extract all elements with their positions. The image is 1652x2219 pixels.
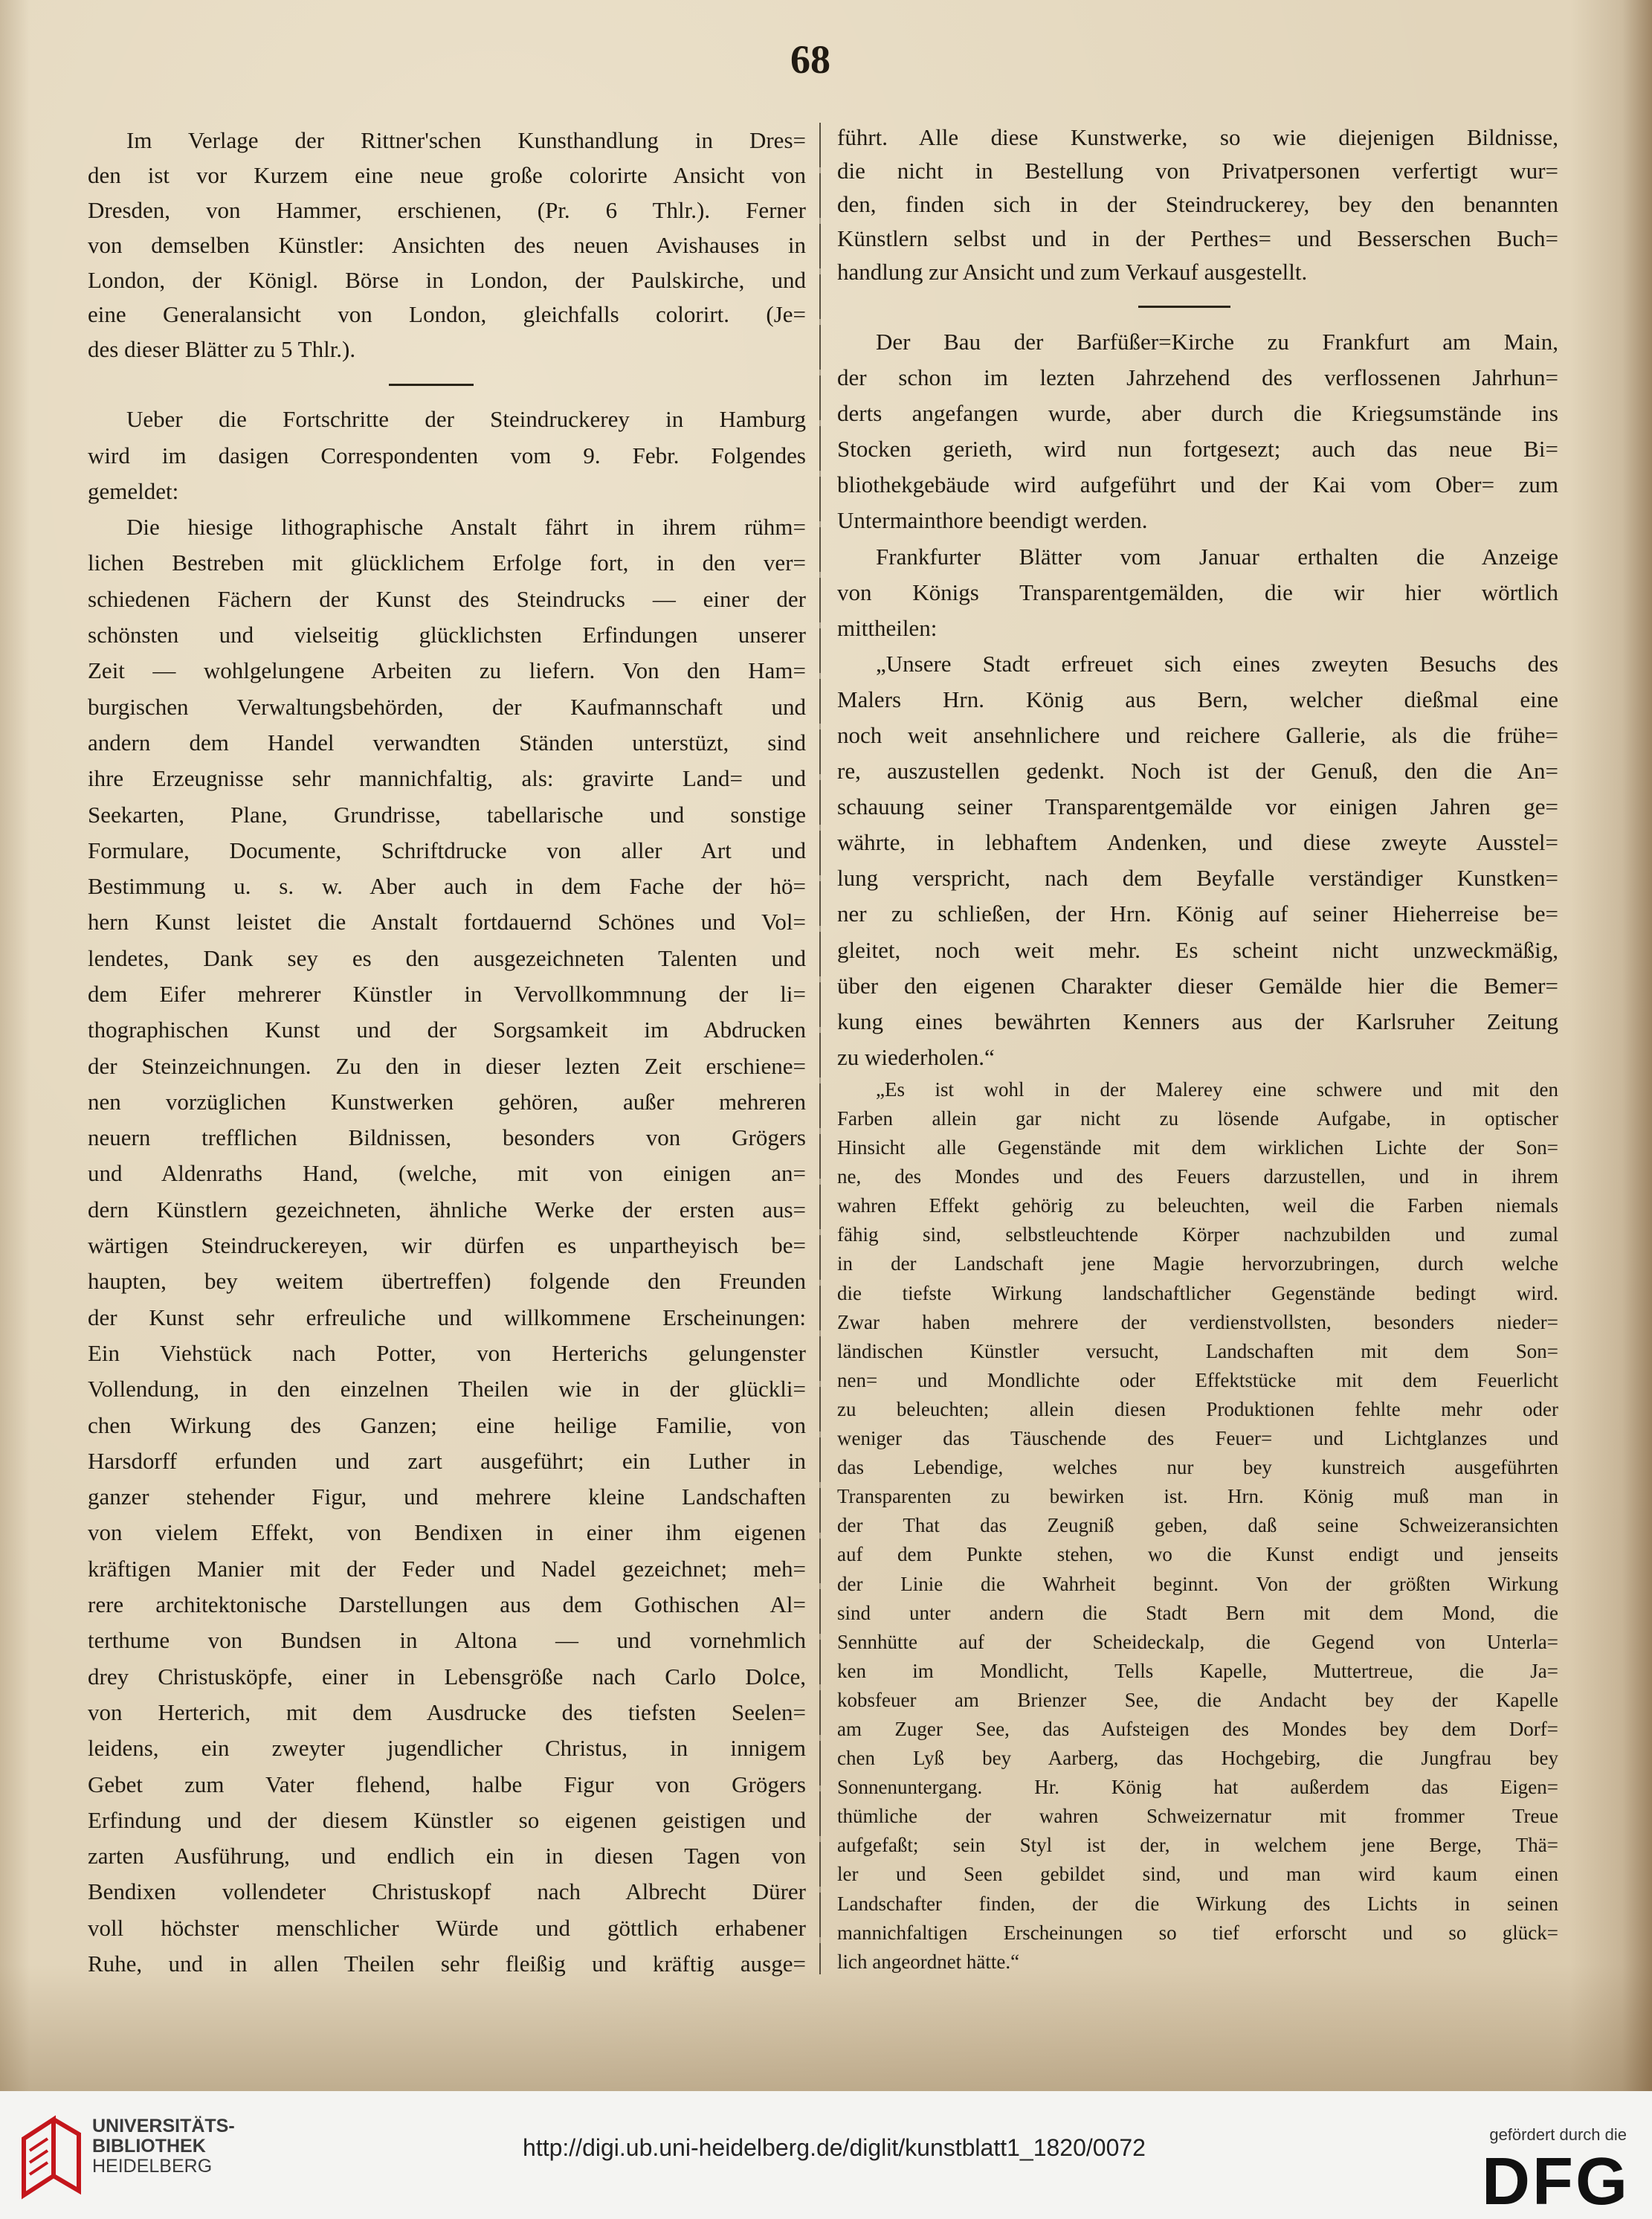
- paragraph: [837, 539, 1558, 646]
- text-line: bliothekgebäude wird aufgeführt und der Kai vom Ober= zum: [837, 471, 1558, 498]
- text-line: London, der Königl. Börse in London, der Paulskirche, und: [88, 266, 806, 293]
- text-line: Hinsicht alle Gegenstände mit dem wirklichen Lichte der Son=: [837, 1136, 1558, 1159]
- library-name-line: BIBLIOTHEK: [92, 2136, 206, 2157]
- text-line: und Aldenraths Hand, (welche, mit von einigen an=: [88, 1160, 806, 1187]
- text-line: eine Generalansicht von London, gleichfalls colorirt. (Je=: [88, 301, 806, 328]
- text-line: Zeit — wohlgelungene Arbeiten zu liefern. Von den Ham=: [88, 657, 806, 684]
- text-line: Stocken gerieth, wird nun fortgesezt; auch das neue Bi=: [837, 436, 1558, 463]
- text-line: wird im dasigen Correspondenten vom 9. Febr. Folgendes: [88, 442, 806, 468]
- text-line: von vielem Effekt, von Bendixen in einer ihm eigenen: [88, 1519, 806, 1546]
- paragraph: [88, 123, 806, 367]
- text-line: am Zuger See, das Aufsteigen des Mondes bey dem Dorf=: [837, 1717, 1558, 1740]
- text-line: über den eigenen Charakter dieser Gemälde hier die Bemer=: [837, 972, 1558, 999]
- text-line: rere architektonische Darstellungen aus dem Gothischen Al=: [88, 1591, 806, 1618]
- page-number: 68: [790, 37, 830, 82]
- text-line: re, auszustellen gedenkt. Noch ist der Genuß, den die An=: [837, 758, 1558, 785]
- text-line: Seekarten, Plane, Grundrisse, tabellarische und sonstige: [88, 801, 806, 828]
- text-line: leidens, ein zweyter jugendlicher Christus, in innigem: [88, 1735, 806, 1762]
- text-line: Vollendung, in den einzelnen Theilen wie in der glückli=: [88, 1376, 806, 1402]
- text-line: führt. Alle diese Kunstwerke, so wie diejenigen Bildnisse,: [837, 124, 1558, 150]
- text-line: von Herterich, mit dem Ausdrucke des tiefsten Seelen=: [88, 1698, 806, 1725]
- text-line: Untermainthore beendigt werden.: [837, 507, 1148, 534]
- text-line: sind unter andern die Stadt Bern mit dem Mond, die: [837, 1601, 1558, 1624]
- text-line: zarten Ausführung, und endlich ein in diesen Tagen von: [88, 1843, 806, 1869]
- text-line: schönsten und vielseitig glücklichsten Erfindungen unserer: [88, 622, 806, 648]
- text-line: ländischen Künstler versucht, Landschaften mit dem Son=: [837, 1339, 1558, 1362]
- text-line: ler und Seen gebildet sind, und man wird kaum einen: [837, 1863, 1558, 1886]
- paragraph: [837, 324, 1558, 539]
- text-line: kung eines bewährten Kenners aus der Karlsruher Zeitung: [837, 1008, 1558, 1034]
- text-line: Ueber die Fortschritte der Steindruckerey in Hamburg: [126, 406, 806, 433]
- text-line: Sennhütte auf der Scheideckalp, die Gegend von Unterla=: [837, 1630, 1558, 1653]
- paragraph: [88, 509, 806, 1982]
- text-line: den, finden sich in der Steindruckerey, bey den benannten: [837, 191, 1558, 218]
- column-divider: [819, 123, 821, 1974]
- text-line: ne, des Mondes und des Feuers darzustellen, und in ihrem: [837, 1165, 1558, 1188]
- text-line: „Unsere Stadt erfreuet sich eines zweyten Besuchs des: [876, 650, 1558, 677]
- text-line: terthume von Bundsen in Altona — und vornehmlich: [88, 1627, 806, 1654]
- text-line: lichen Bestreben mit glücklichem Erfolge fort, in den ver=: [88, 550, 806, 576]
- text-line: noch weit ansehnlichere und reichere Gallerie, als die frühe=: [837, 721, 1558, 748]
- quotation-paragraph: [837, 1075, 1558, 1977]
- text-line: die tiefste Wirkung landschaftlicher Gegenstände bedingt wird.: [837, 1281, 1558, 1304]
- text-line: weniger das Täuschende des Feuer= und Lichtglanzes und: [837, 1427, 1558, 1450]
- text-line: ihre Erzeugnisse sehr mannichfaltig, als: gravirte Land= und: [88, 765, 806, 792]
- text-line: der Steinzeichnungen. Zu den in dieser lezten Zeit erschiene=: [88, 1052, 806, 1079]
- text-line: die nicht in Bestellung von Privatpersonen verfertigt wur=: [837, 158, 1558, 184]
- text-line: haupten, bey weitem übertreffen) folgende den Freunden: [88, 1268, 806, 1295]
- section-divider-gap: [88, 367, 806, 402]
- text-line: mittheilen:: [837, 614, 938, 641]
- text-line: wärtigen Steindruckereyen, wir dürfen es unpartheyisch be=: [88, 1232, 806, 1259]
- text-line: wahren Effekt gehörig zu beleuchten, weil die Farben niemals: [837, 1194, 1558, 1217]
- paragraph: [837, 120, 1558, 289]
- text-line: kräftigen Manier mit der Feder und Nadel gezeichnet; meh=: [88, 1555, 806, 1582]
- text-line: aufgefaßt; sein Styl ist der, in welchem jene Berge, Thä=: [837, 1834, 1558, 1857]
- text-line: mannichfaltigen Erscheinungen so tief erforscht und so glück=: [837, 1921, 1558, 1944]
- text-line: Die hiesige lithographische Anstalt fährt in ihrem rühm=: [126, 514, 806, 541]
- text-line: Zwar haben mehrere der verdienstvollsten, besonders nieder=: [837, 1310, 1558, 1333]
- library-name: [92, 2116, 235, 2177]
- text-line: Bendixen vollendeter Christuskopf nach Albrecht Dürer: [88, 1878, 806, 1905]
- text-line: Malers Hrn. König aus Bern, welcher dießmal eine: [837, 686, 1558, 712]
- text-line: chen Wirkung des Ganzen; eine heilige Familie, von: [88, 1411, 806, 1438]
- text-line: ner zu schließen, der Hrn. König auf seiner Hieherreise be=: [837, 901, 1558, 927]
- text-line: Landschafter finden, der die Wirkung des Lichts in seinen: [837, 1892, 1558, 1915]
- text-line: Gebet zum Vater flehend, halbe Figur von Grögers: [88, 1771, 806, 1797]
- text-line: derts angefangen wurde, aber durch die Kriegsumstände ins: [837, 400, 1558, 427]
- text-line: zu beleuchten; allein diesen Produktionen fehlte mehr oder: [837, 1397, 1558, 1420]
- text-line: das Lebendige, welches nur bey kunstreich ausgeführten: [837, 1456, 1558, 1479]
- text-line: ganzer stehender Figur, und mehrere kleine Landschaften: [88, 1484, 806, 1510]
- text-line: in der Landschaft jene Magie hervorzubringen, durch welche: [837, 1252, 1558, 1275]
- text-line: Dresden, von Hammer, erschienen, (Pr. 6 Thlr.). Ferner: [88, 196, 806, 223]
- paragraph: [837, 646, 1558, 1075]
- text-line: Harsdorff erfunden und zart ausgeführt; ein Luther in: [88, 1447, 806, 1474]
- text-line: nen= und Mondlichte oder Effektstücke mit dem Feuerlicht: [837, 1368, 1558, 1391]
- text-line: hern Kunst leistet die Anstalt fortdauernd Schönes und Vol=: [88, 909, 806, 935]
- text-line: Ruhe, und in allen Theilen sehr fleißig und kräftig ausge=: [88, 1951, 806, 1977]
- text-line: des dieser Blätter zu 5 Thlr.).: [88, 336, 356, 363]
- section-divider-rule: [389, 384, 474, 386]
- text-line: drey Christusköpfe, einer in Lebensgröße nach Carlo Dolce,: [88, 1663, 806, 1690]
- text-line: lendetes, Dank sey es den ausgezeichneten Talenten und: [88, 944, 806, 971]
- left-text-column: [88, 123, 806, 1982]
- text-line: dem Eifer mehrerer Künstler in Vervollkommnung der li=: [88, 980, 806, 1007]
- text-line: schauung seiner Transparentgemälde vor einigen Jahren ge=: [837, 793, 1558, 820]
- text-line: Erfindung und der diesem Künstler so eigenen geistigen und: [88, 1806, 806, 1833]
- text-line: „Es ist wohl in der Malerey eine schwere und mit den: [876, 1078, 1558, 1101]
- library-logo-icon: [16, 2113, 85, 2201]
- funding-note: gefördert durch die: [1489, 2125, 1627, 2144]
- section-divider-gap: [837, 289, 1558, 324]
- text-line: ken im Mondlicht, Tells Kapelle, Muttertreue, die Ja=: [837, 1659, 1558, 1682]
- text-line: chen Lyß bey Aarberg, das Hochgebirg, die Jungfrau bey: [837, 1747, 1558, 1770]
- text-line: auf dem Punkte stehen, wo die Kunst endigt und jenseits: [837, 1543, 1558, 1566]
- text-line: Frankfurter Blätter vom Januar erthalten die Anzeige: [876, 543, 1558, 570]
- text-line: handlung zur Ansicht und zum Verkauf ausgestellt.: [837, 258, 1308, 285]
- paragraph: [88, 402, 806, 509]
- text-line: Der Bau der Barfüßer=Kirche zu Frankfurt am Main,: [876, 328, 1558, 355]
- text-line: nen vorzüglichen Kunstwerken gehören, außer mehreren: [88, 1088, 806, 1115]
- text-line: von Königs Transparentgemälden, die wir hier wörtlich: [837, 579, 1558, 605]
- text-line: Formulare, Documente, Schriftdrucke von aller Art und: [88, 837, 806, 863]
- library-name-line: HEIDELBERG: [92, 2156, 213, 2177]
- text-line: von demselben Künstler: Ansichten des neuen Avishauses in: [88, 231, 806, 258]
- dfg-logo: DFG: [1482, 2151, 1630, 2213]
- text-line: der Linie die Wahrheit beginnt. Von der größten Wirkung: [837, 1572, 1558, 1595]
- text-line: thographischen Kunst und der Sorgsamkeit im Abdrucken: [88, 1017, 806, 1043]
- text-line: der That das Zeugniß geben, daß seine Schweizeransichten: [837, 1514, 1558, 1537]
- section-divider-rule: [1138, 306, 1230, 308]
- text-line: Transparenten zu bewirken ist. Hrn. König muß man in: [837, 1485, 1558, 1508]
- text-line: währte, in lebhaftem Andenken, und diese zweyte Ausstel=: [837, 829, 1558, 856]
- text-line: zu wiederholen.“: [837, 1043, 995, 1070]
- text-line: voll höchster menschlicher Würde und göttlich erhabener: [88, 1914, 806, 1941]
- text-line: andern dem Handel verwandten Ständen unterstüzt, sind: [88, 729, 806, 756]
- text-line: thümliche der wahren Schweizernatur mit frommer Treue: [837, 1805, 1558, 1828]
- text-line: der schon im lezten Jahrzehend des verflossenen Jahrhun=: [837, 364, 1558, 391]
- text-line: den ist vor Kurzem eine neue große colorirte Ansicht von: [88, 161, 806, 188]
- text-line: Ein Viehstück nach Potter, von Herterichs gelungenster: [88, 1339, 806, 1366]
- text-line: burgischen Verwaltungsbehörden, der Kaufmannschaft und: [88, 693, 806, 720]
- text-line: Künstlern selbst und in der Perthes= und Besserschen Buch=: [837, 225, 1558, 251]
- right-text-column: [837, 120, 1558, 1977]
- source-url-link[interactable]: http://digi.ub.uni-heidelberg.de/diglit/kunstblatt1_1820/0072: [523, 2134, 1146, 2161]
- text-line: schiedenen Fächern der Kunst des Steindrucks — einer der: [88, 585, 806, 612]
- text-line: neuern trefflichen Bildnissen, besonders von Grögers: [88, 1124, 806, 1151]
- text-line: fähig sind, selbstleuchtende Körper nachzubilden und zumal: [837, 1223, 1558, 1246]
- text-line: Im Verlage der Rittner'schen Kunsthandlung in Dres=: [126, 127, 806, 153]
- text-line: dern Künstlern gezeichneten, ähnliche Werke der ersten aus=: [88, 1196, 806, 1223]
- footer: [0, 2091, 1652, 2219]
- text-line: gleitet, noch weit mehr. Es scheint nicht unzweckmäßig,: [837, 936, 1558, 963]
- text-line: lung verspricht, nach dem Beyfalle verständiger Kunstken=: [837, 865, 1558, 892]
- text-line: Sonnenuntergang. Hr. König hat außerdem das Eigen=: [837, 1776, 1558, 1799]
- text-line: gemeldet:: [88, 477, 179, 504]
- text-line: der Kunst sehr erfreuliche und willkommene Erscheinungen:: [88, 1304, 806, 1330]
- text-line: lich angeordnet hätte.“: [837, 1950, 1020, 1973]
- text-line: Bestimmung u. s. w. Aber auch in dem Fache der hö=: [88, 873, 806, 900]
- text-line: kobsfeuer am Brienzer See, die Andacht bey der Kapelle: [837, 1688, 1558, 1711]
- library-name-line: UNIVERSITÄTS-: [92, 2116, 235, 2136]
- text-line: Farben allein gar nicht zu lösende Aufgabe, in optischer: [837, 1107, 1558, 1130]
